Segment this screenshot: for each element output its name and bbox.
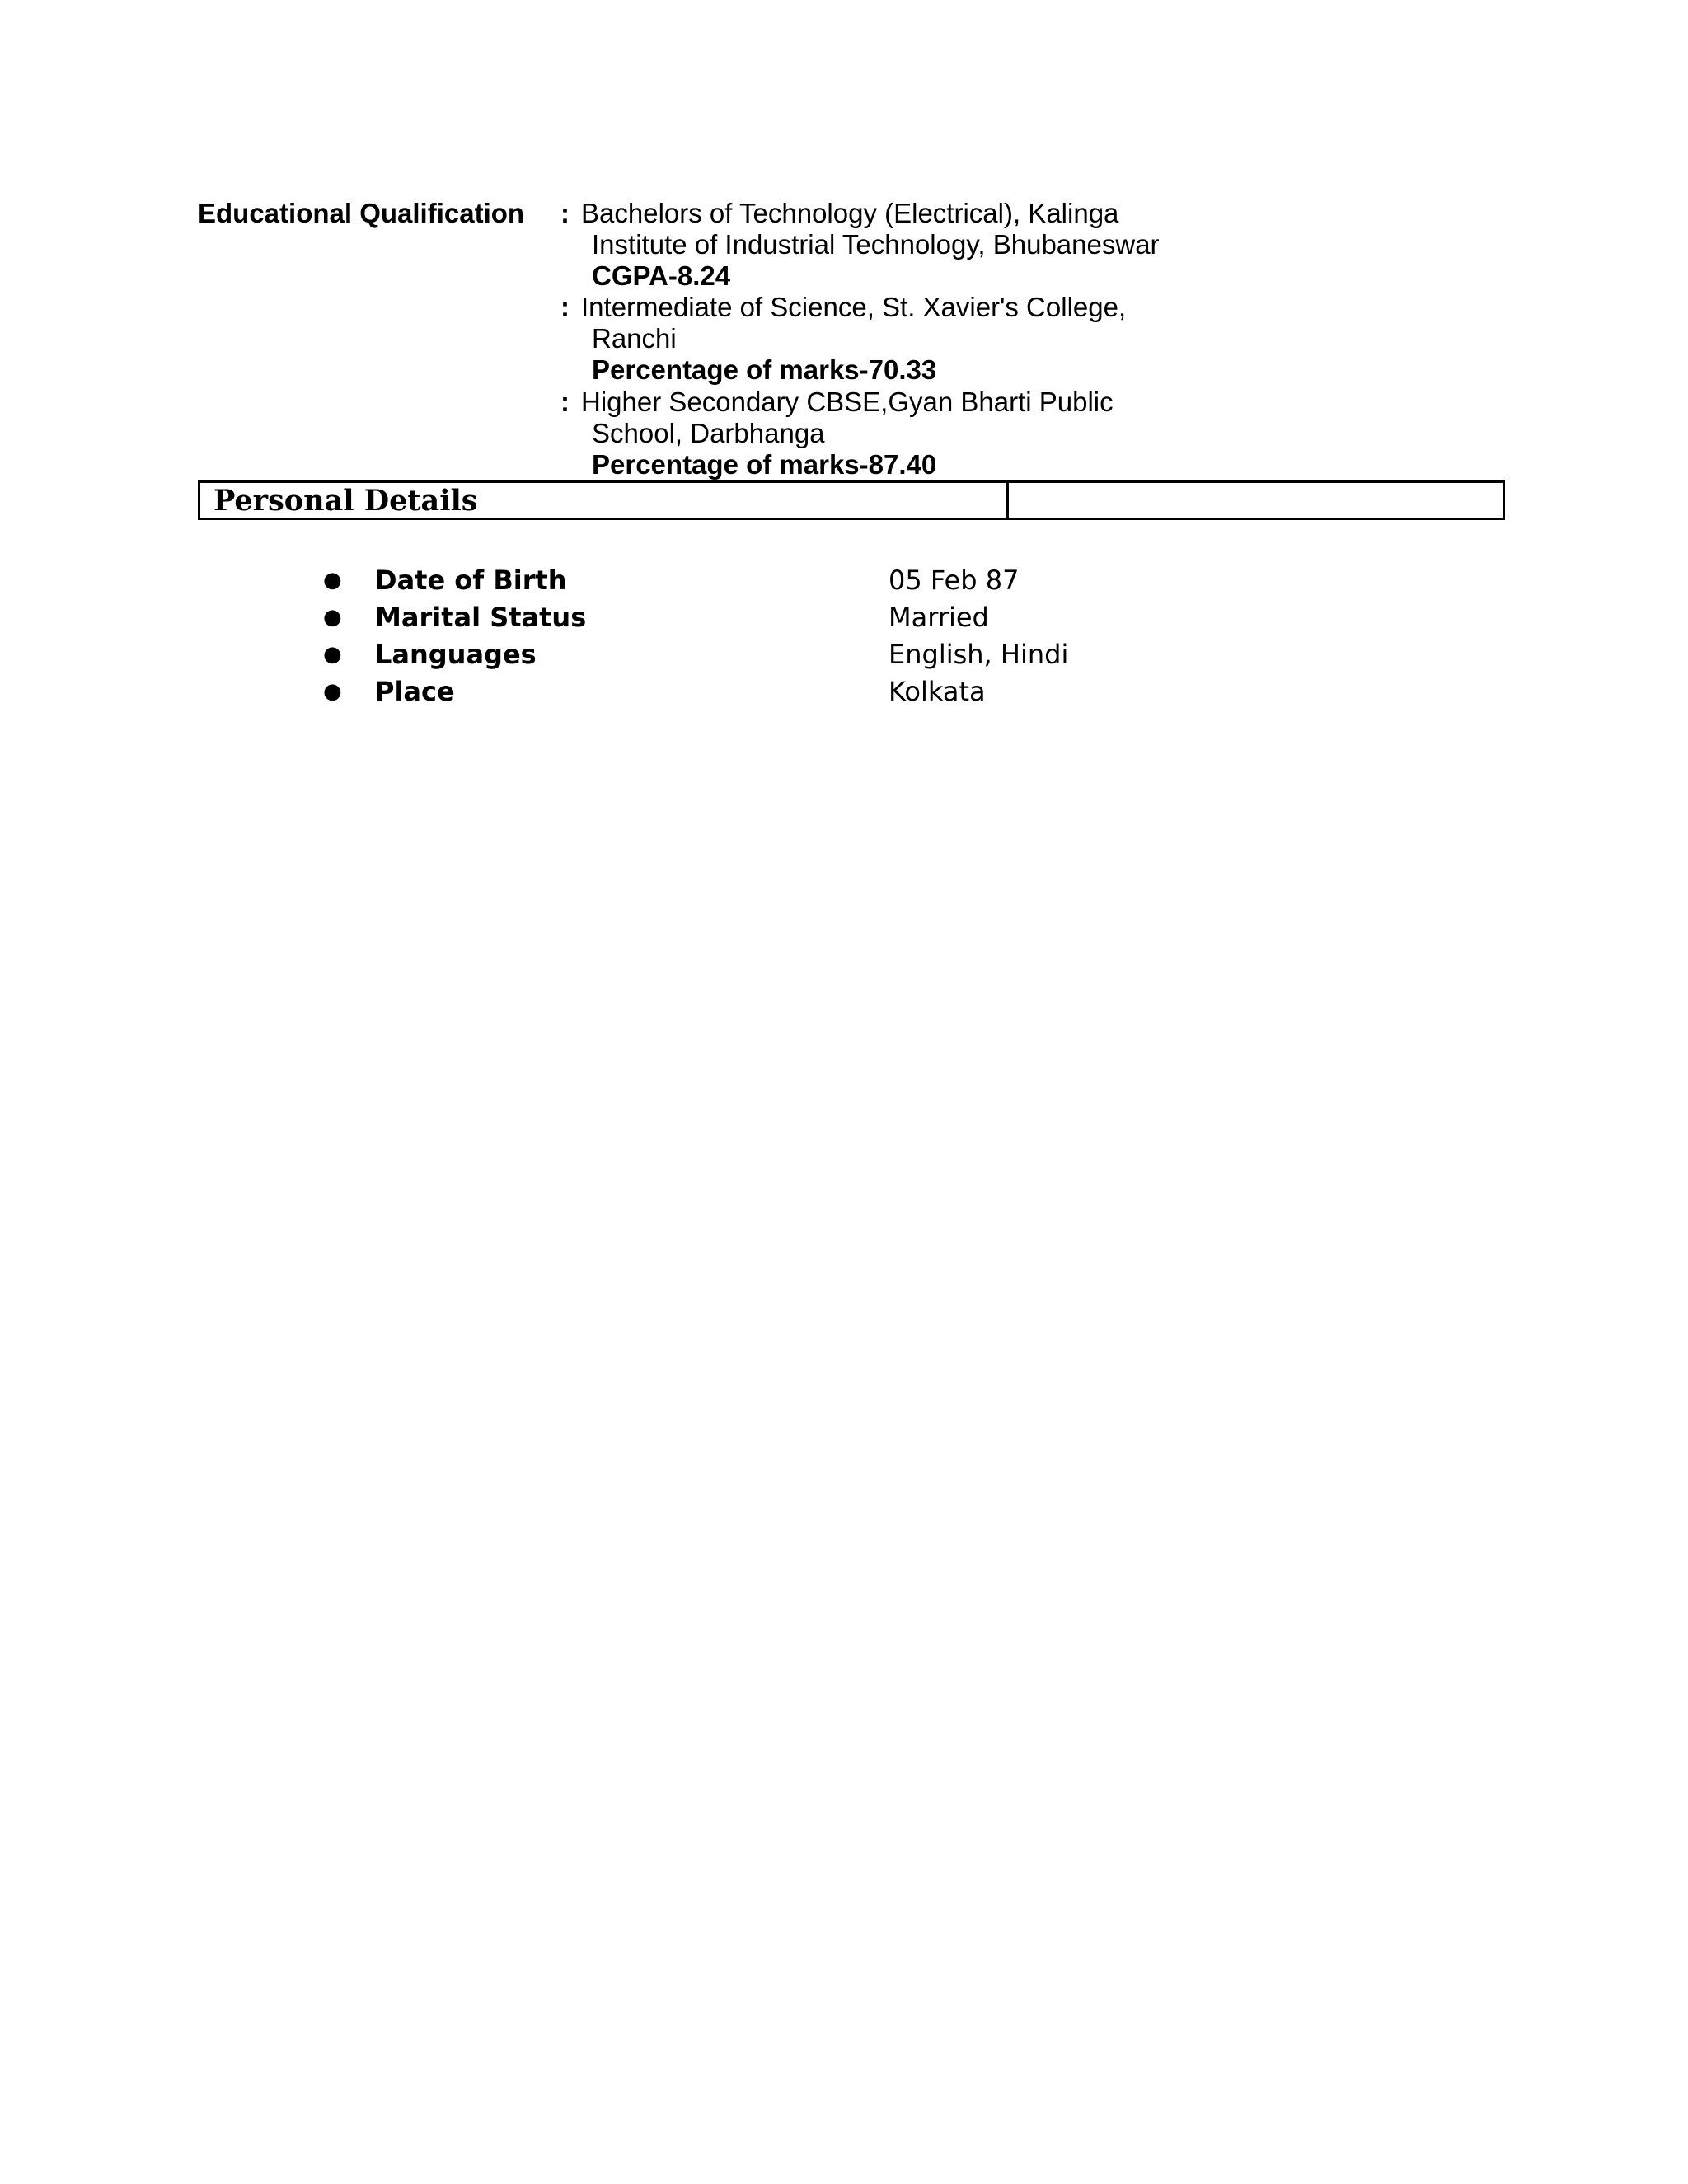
item-value: 05 Feb 87 bbox=[889, 565, 1020, 596]
item-label: Date of Birth bbox=[375, 565, 567, 596]
entry-score: Percentage of marks-87.40 bbox=[592, 449, 937, 480]
item-value: English, Hindi bbox=[889, 639, 1069, 670]
entry-institution: Ranchi bbox=[592, 323, 677, 354]
list-item-marital-status bbox=[0, 599, 1688, 636]
bullet-icon: ● bbox=[323, 605, 342, 630]
bullet-icon: ● bbox=[323, 679, 342, 704]
list-item-languages bbox=[0, 636, 1688, 673]
entry-degree: Bachelors of Technology (Electrical), Kalinga bbox=[581, 198, 1119, 228]
entry-score: Percentage of marks-70.33 bbox=[592, 354, 937, 385]
bullet-icon: ● bbox=[323, 568, 342, 593]
entry-score: CGPA-8.24 bbox=[592, 260, 731, 291]
item-label: Marital Status bbox=[375, 602, 587, 633]
item-value: Kolkata bbox=[889, 676, 986, 707]
entry-colon: : bbox=[560, 292, 570, 322]
item-label: Place bbox=[375, 676, 455, 707]
list-item-place bbox=[0, 673, 1688, 710]
bullet-icon: ● bbox=[323, 642, 342, 667]
entry-institution: School, Darbhanga bbox=[592, 418, 825, 448]
list-item-date-of-birth bbox=[0, 562, 1688, 599]
personal-details-list bbox=[0, 562, 1688, 710]
entry-colon: : bbox=[560, 387, 570, 417]
item-value: Married bbox=[889, 602, 989, 633]
education-label: Educational Qualification bbox=[198, 198, 525, 228]
header-divider bbox=[1006, 483, 1009, 518]
entry-institution: Institute of Industrial Technology, Bhubaneswar bbox=[592, 229, 1160, 260]
entry-degree: Intermediate of Science, St. Xavier's College, bbox=[581, 292, 1127, 322]
entry-colon: : bbox=[560, 198, 570, 228]
personal-details-header bbox=[198, 480, 1505, 520]
entry-degree: Higher Secondary CBSE,Gyan Bharti Public bbox=[581, 387, 1114, 417]
item-label: Languages bbox=[375, 639, 537, 670]
personal-details-title: Personal Details bbox=[213, 484, 478, 518]
